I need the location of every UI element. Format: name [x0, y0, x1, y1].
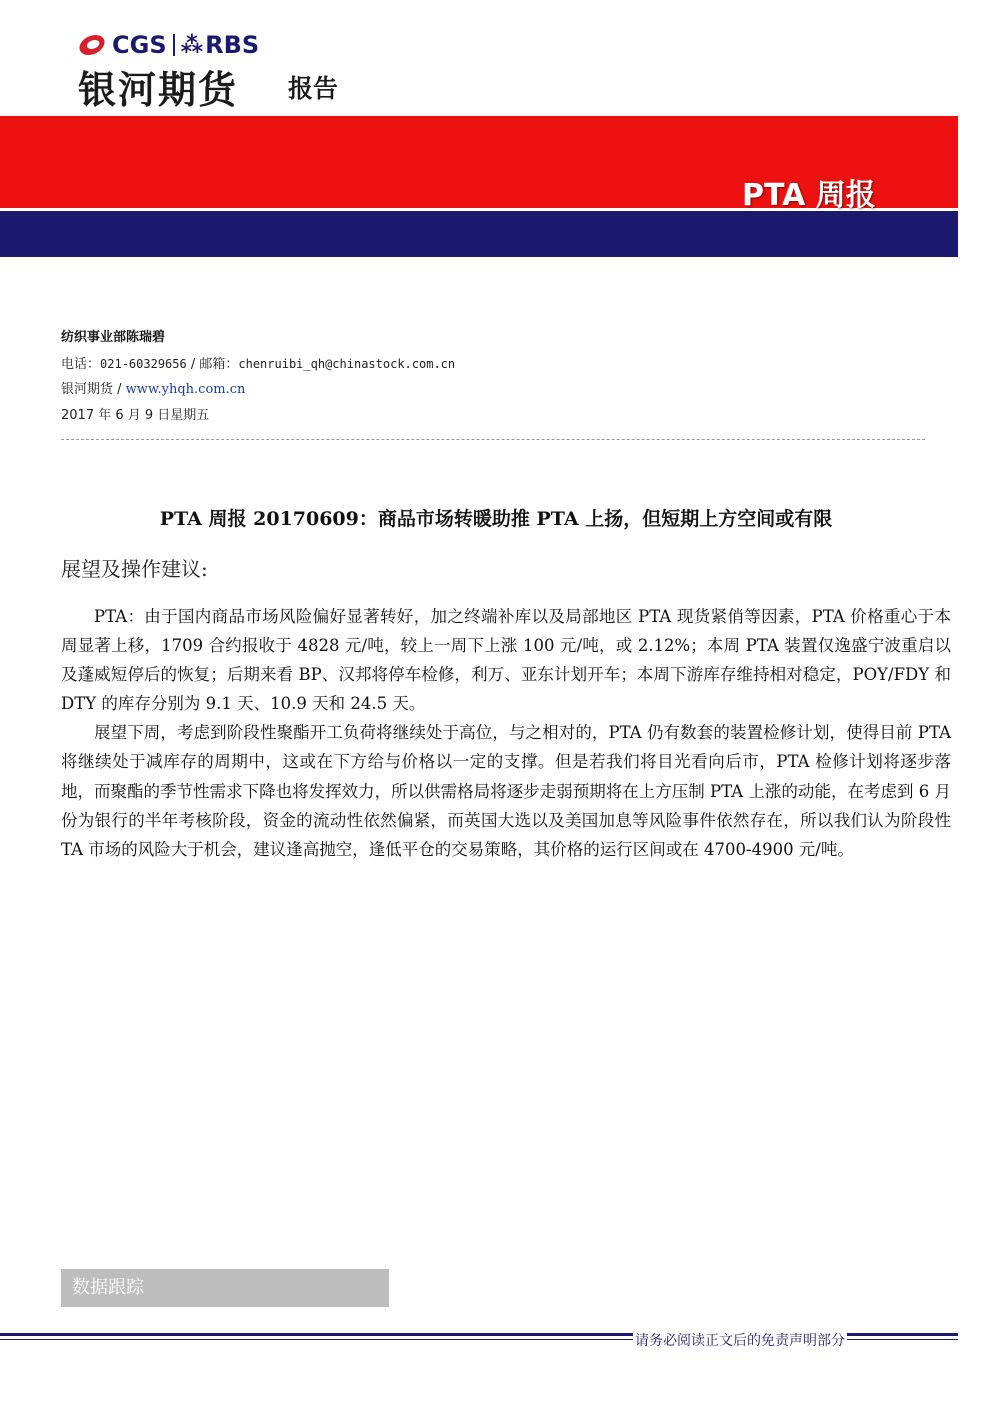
email-address[interactable]: chenruibi_qh@chinastock.com.cn	[238, 357, 456, 371]
paragraph-2: 展望下周，考虑到阶段性聚酯开工负荷将继续处于高位，与之相对的，PTA 仍有数套的装置检修计划，使得目前 PTA 将继续处于减库存的周期中，这或在下方给与价格以一定的支撑。但是若我们将目光看向后市，PTA 检修计划将逐步落地，而聚酯的季节性需求下降也将发挥效力，所以供需格局将逐步走弱预期将在上方压制 PTA 上涨的动能，在考虑到 6 月份为银行的半年考核阶段，资金的流动性依然偏紧，而英国大选以及美国加息等风险事件依然存在，所以我们认为阶段性 TA 市场的风险大于机会，建议逢高抛空，逢低平仓的交易策略，其价格的运行区间或在 4700-4900 元/吨。	[61, 723, 951, 859]
logo-divider	[173, 34, 175, 56]
data-tracking-label: 数据跟踪	[72, 1277, 144, 1298]
section-heading: 展望及操作建议:	[61, 557, 208, 581]
dashed-divider	[61, 439, 925, 440]
logo-cgs-text: CGS	[112, 31, 167, 59]
report-date: 2017 年 6 月 9 日星期五	[61, 408, 210, 423]
cgs-swirl-icon	[78, 32, 108, 58]
data-tracking-header	[61, 1269, 389, 1307]
contact-line	[61, 354, 455, 375]
phone-label: 电话：	[61, 357, 101, 372]
report-title: PTA 周报 20170609：商品市场转暖助推 PTA 上扬，但短期上方空间或有限	[159, 508, 833, 530]
website-link[interactable]: www.yhqh.com.cn	[125, 382, 246, 397]
report-body	[61, 602, 951, 864]
author-department: 纺织事业部陈瑞碧	[61, 330, 166, 345]
logo-rbs-text: RBS	[205, 31, 260, 59]
company-name: 银河期货	[78, 68, 239, 112]
banner-blue-band	[0, 211, 958, 257]
website-label: 银河期货 /	[61, 382, 126, 397]
rbs-star-icon: ⁂	[180, 32, 204, 58]
banner-title: PTA 周报	[742, 178, 876, 213]
website-line	[61, 380, 245, 400]
email-label: / 邮箱：	[186, 357, 239, 372]
report-label: 报告	[288, 74, 339, 103]
company-logo	[78, 30, 259, 60]
paragraph-1: PTA：由于国内商品市场风险偏好显著转好，加之终端补库以及局部地区 PTA 现货紧俏等因素，PTA 价格重心于本周显著上移，1709 合约报收于 4828 元/吨，较上一周下上涨 100 元/吨，或 2.12%；本周 PTA 装置仅逸盛宁波重启以及蓬威短停后的恢复；后期来看 BP、汉邦将停车检修，利万、亚东计划开车；本周下游库存维持相对稳定，POY/FDY 和 DTY 的库存分别为 9.1 天、10.9 天和 24.5 天。	[61, 607, 951, 714]
disclaimer-note: 请务必阅读正文后的免责声明部分	[635, 1333, 845, 1349]
phone-number: 021-60329656	[100, 357, 187, 371]
